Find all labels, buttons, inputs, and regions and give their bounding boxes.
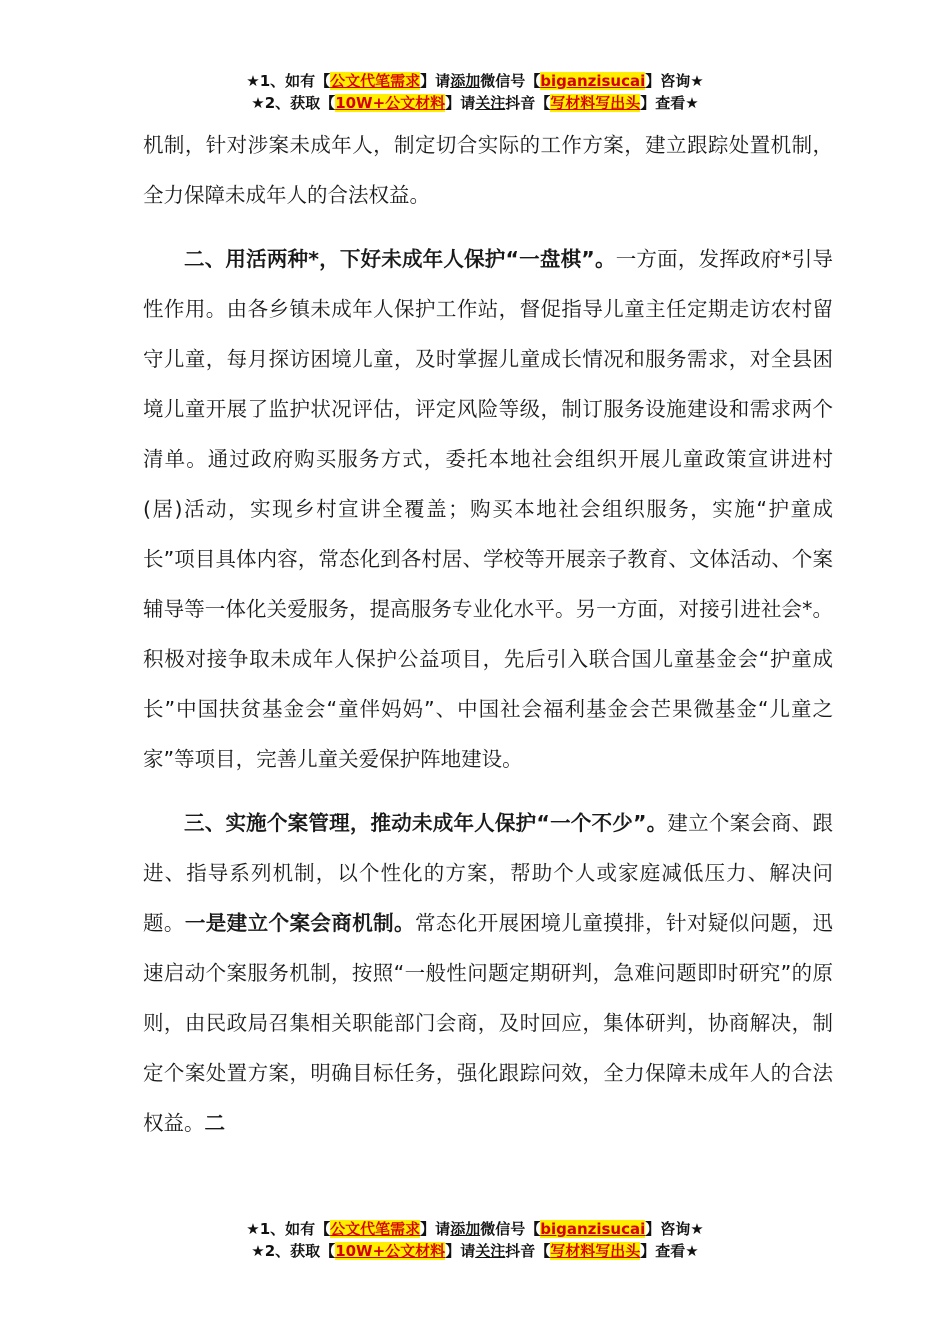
highlight-materials: 10W+公文材料 [335, 94, 446, 112]
paragraph-section-three [143, 798, 833, 1148]
subsection-one-body: 常态化开展困境儿童摸排，针对疑似问题，迅速启动个案服务机制，按照“一般性问题定期研判，急难问题即时研究”的原则，由民政局召集相关职能部门会商，及时回应，集体研判，协商解决，制定个案处置方案，明确目标任务，强化跟踪问效，全力保障未成年人的合法权益。 [143, 911, 833, 1135]
paragraph-section-two [143, 234, 833, 784]
header-banner [0, 70, 950, 114]
footer-highlight-service: 公文代笔需求 [330, 1220, 421, 1238]
document-body [143, 120, 833, 1148]
footer-highlight-douyin: 写材料写出头 [550, 1242, 641, 1260]
footer-line-1: ★1、如有【公文代笔需求】请添加微信号【biganzisucai】咨询★ [246, 1220, 704, 1238]
subsection-one-heading: 一是建立个案会商机制。 [184, 911, 415, 935]
highlight-wechat-id: biganzisucai [540, 72, 646, 90]
banner-line-1: ★1、如有【公文代笔需求】请添加微信号【biganzisucai】咨询★ [246, 72, 704, 90]
section-two-heading: 二、用活两种*，下好未成年人保护“一盘棋”。 [184, 247, 616, 271]
footer-banner [0, 1218, 950, 1262]
section-two-body: 一方面，发挥政府*引导性作用。由各乡镇未成年人保护工作站，督促指导儿童主任定期走访农村留守儿童，每月探访困境儿童，及时掌握儿童成长情况和服务需求，对全县困境儿童开展了监护状况评估，评定风险等级，制订服务设施建设和需求两个清单。通过政府购买服务方式，委托本地社会组织开展儿童政策宣讲进村(居)活动，实现乡村宣讲全覆盖；购买本地社会组织服务，实施“护童成长”项目具体内容，常态化到各村居、学校等开展亲子教育、文体活动、个案辅导等一体化关爱服务，提高服务专业化水平。另一方面，对接引进社会*。积极对接争取未成年人保护公益项目，先后引入联合国儿童基金会“护童成长”中国扶贫基金会“童伴妈妈”、中国社会福利基金会芒果微基金“儿童之家”等项目，完善儿童关爱保护阵地建设。 [143, 247, 834, 771]
section-three-intro: 建立个案会商、跟进、指导系列机制，以个性化的方案，帮助个人或家庭减低压力、解决问题。 [143, 811, 833, 935]
footer-highlight-wechat-id: biganzisucai [540, 1220, 646, 1238]
footer-line-2: ★2、获取【10W+公文材料】请关注抖音【写材料写出头】查看★ [251, 1242, 699, 1260]
highlight-service: 公文代笔需求 [330, 72, 421, 90]
trailing-text: 二 [204, 1111, 225, 1135]
footer-highlight-materials: 10W+公文材料 [335, 1242, 446, 1260]
section-three-heading: 三、实施个案管理，推动未成年人保护“一个不少”。 [184, 811, 668, 835]
paragraph-continued: 机制，针对涉案未成年人，制定切合实际的工作方案，建立跟踪处置机制，全力保障未成年人的合法权益。 [143, 133, 833, 207]
highlight-douyin: 写材料写出头 [550, 94, 641, 112]
banner-line-2: ★2、获取【10W+公文材料】请关注抖音【写材料写出头】查看★ [251, 94, 699, 112]
